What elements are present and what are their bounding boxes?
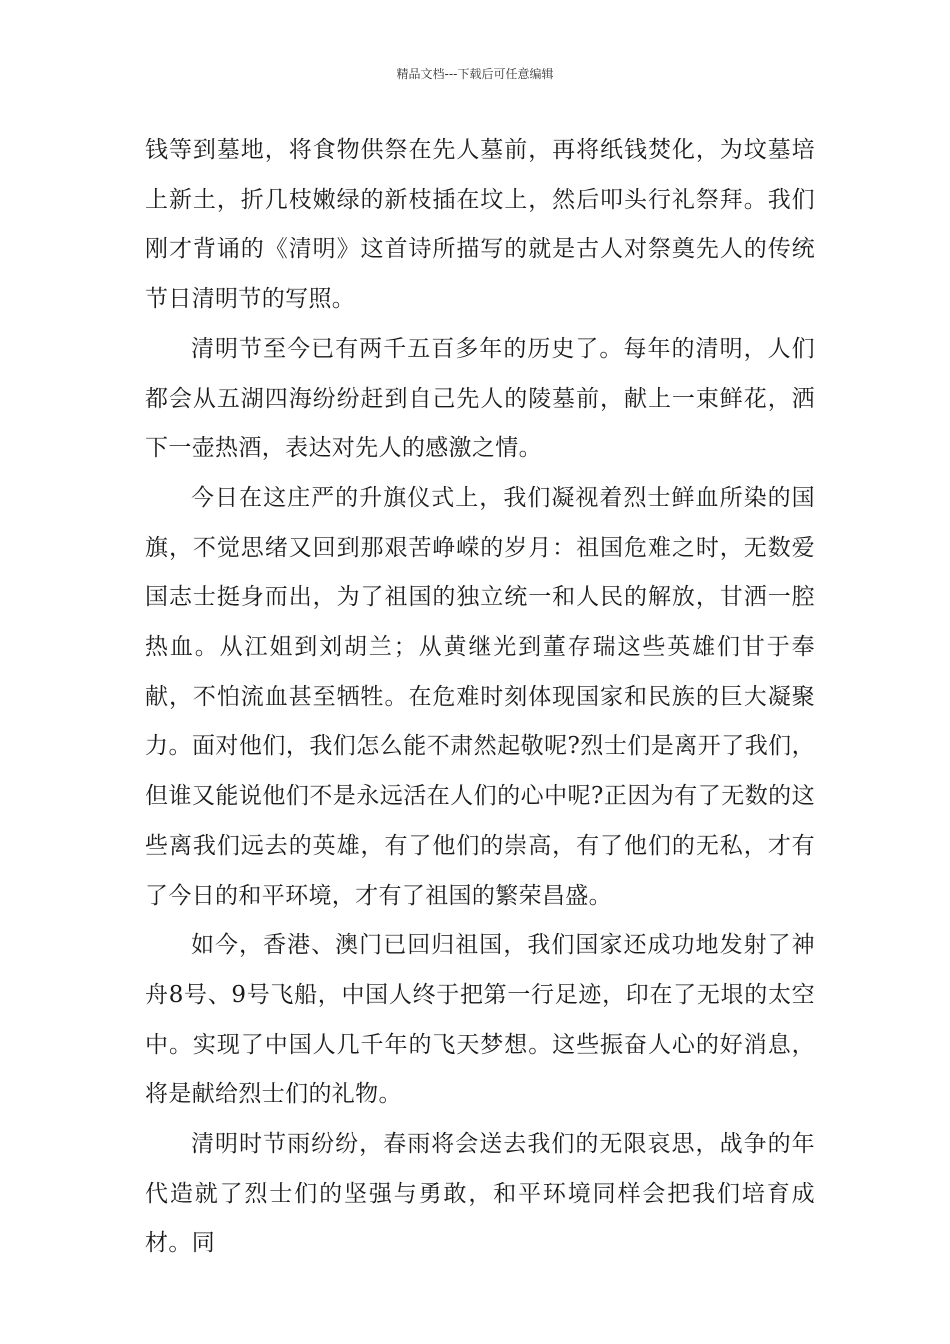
paragraph: 今日在这庄严的升旗仪式上，我们凝视着烈士鲜血所染的国旗，不觉思绪又回到那艰苦峥嵘的岁月：祖国危难之时，无数爱国志士挺身而出，为了祖国的独立统一和人民的解放，甘洒一腔热血。从江姐到刘胡兰；从黄继光到董存瑞这些英雄们甘于奉献，不怕流血甚至牺牲。在危难时刻体现国家和民族的巨大凝聚力。面对他们，我们怎么能不肃然起敬呢?烈士们是离开了我们，但谁又能说他们不是永远活在人们的心中呢?正因为有了无数的这些离我们远去的英雄，有了他们的崇高，有了他们的无私，才有了今日的和平环境，才有了祖国的繁荣昌盛。 [145,484,815,909]
paragraph: 清明节至今已有两千五百多年的历史了。每年的清明，人们都会从五湖四海纷纷赶到自己先人的陵墓前，献上一束鲜花，洒下一壶热酒，表达对先人的感激之情。 [145,335,815,462]
paragraph: 如今，香港、澳门已回归祖国，我们国家还成功地发射了神舟8号、9号飞船，中国人终于把第一行足迹，印在了无垠的太空中。实现了中国人几千年的飞天梦想。这些振奋人心的好消息，将是献给烈士们的礼物。 [145,932,815,1108]
paragraph: 清明时节雨纷纷，春雨将会送去我们的无限哀思，战争的年代造就了烈士们的坚强与勇敢，和平环境同样会把我们培育成材。同 [145,1131,815,1257]
page-header: 精品文档---下载后可任意编辑 [396,67,554,81]
paragraph-continued: 钱等到墓地，将食物供祭在先人墓前，再将纸钱焚化，为坟墓培上新土，折几枝嫩绿的新枝插在坟上，然后叩头行礼祭拜。我们刚才背诵的《清明》这首诗所描写的就是古人对祭奠先人的传统节日清明节的写照。 [145,137,815,313]
document-body [145,126,815,1269]
